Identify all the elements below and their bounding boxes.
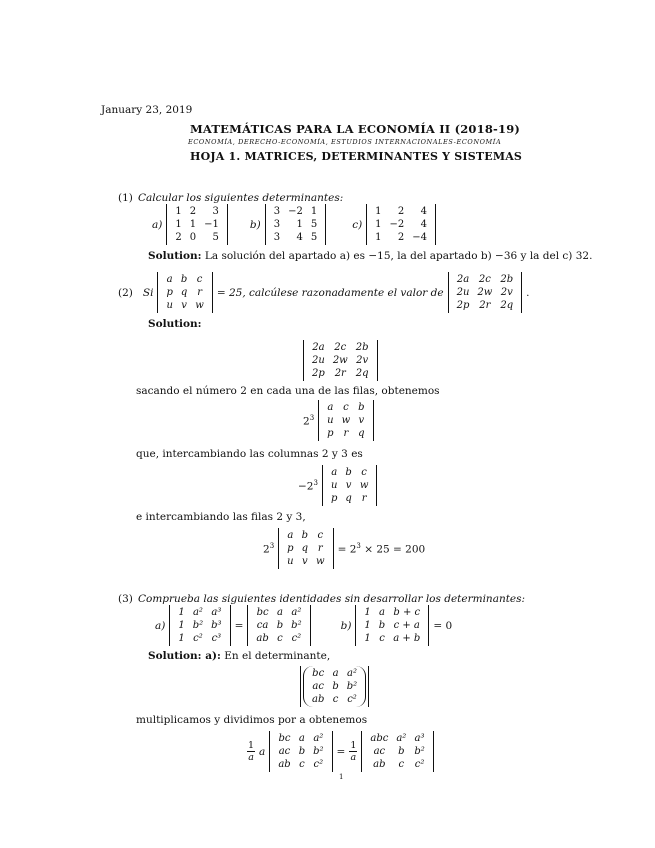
coef-a: a <box>259 745 266 758</box>
matrix-cell: c <box>196 274 203 285</box>
matrix-cell: a <box>276 607 283 618</box>
matrix-cell: 1 <box>175 206 182 217</box>
step-3-text: e intercambiando las filas 2 y 3, <box>136 511 306 523</box>
matrix-cell: w <box>359 480 369 491</box>
label-3b: b) <box>340 619 352 632</box>
matrix-cell: 1 <box>375 232 382 243</box>
problem-3-statement: Comprueba las siguientes identidades sin desarrollar los determinantes: <box>138 593 526 605</box>
matrix-cell: q <box>301 543 309 554</box>
matrix-cell: v <box>301 556 308 567</box>
matrix-cell: 2b <box>500 274 514 285</box>
page-number: 1 <box>339 773 344 781</box>
step-2-text: que, intercambiando las columnas 2 y 3 es <box>136 448 363 460</box>
matrix-cell: q <box>358 428 365 439</box>
step-2-expression <box>298 465 377 506</box>
matrix-cell: u <box>166 300 173 311</box>
solution-3-label: Solution: a): <box>148 650 221 662</box>
problem-1-determinants <box>152 204 436 245</box>
matrix-cell: 2a <box>456 274 470 285</box>
matrix-cell: 1 <box>296 219 303 230</box>
matrix-cell: b <box>301 530 309 541</box>
problem-2-number: (2) <box>118 286 133 299</box>
target-determinant <box>448 272 523 313</box>
coef-1: 2 <box>303 415 310 428</box>
matrix-cell: a² <box>291 607 302 618</box>
matrix-cell: 2 <box>397 206 405 217</box>
determinant-c <box>366 204 436 245</box>
matrix-cell: c² <box>193 633 203 644</box>
matrix-cell: ac <box>278 746 291 757</box>
result-exp: 3 <box>356 541 361 550</box>
matrix-cell: c <box>299 759 305 770</box>
matrix-cell: 4 <box>420 206 428 217</box>
problem-1-solution <box>148 250 592 262</box>
matrix-cell: r <box>361 493 367 504</box>
matrix-cell: q <box>345 493 352 504</box>
matrix-cell: 4 <box>296 232 303 243</box>
matrix-cell: −2 <box>288 206 303 217</box>
matrix-cell: 1 <box>178 620 185 631</box>
label-a: a) <box>152 218 163 231</box>
result-pre: = 2 <box>337 543 357 556</box>
step-3-expression <box>263 528 425 569</box>
problem-3-solution <box>148 650 330 662</box>
solution-determinant-0 <box>303 340 378 381</box>
matrix-cell: 2 <box>397 232 405 243</box>
coef-3-exp: 3 <box>269 541 275 550</box>
matrix-cell: 4 <box>420 219 428 230</box>
matrix-cell: 3 <box>273 232 281 243</box>
matrix-cell: a² <box>192 607 203 618</box>
matrix-cell: c² <box>291 633 302 644</box>
matrix-cell: 2 <box>175 232 182 243</box>
matrix-cell: b <box>180 274 188 285</box>
matrix-cell: a <box>327 402 334 413</box>
matrix-cell: p <box>330 493 338 504</box>
matrix-cell: u <box>330 480 338 491</box>
matrix-cell: b <box>358 402 365 413</box>
matrix-cell: p <box>166 287 173 298</box>
matrix-cell: a + b <box>393 633 421 644</box>
matrix-cell: 2v <box>500 287 513 298</box>
matrix-cell: 3 <box>273 206 281 217</box>
problem-2-statement <box>118 272 529 313</box>
step-1-expression <box>303 400 374 441</box>
determinant-step-1 <box>318 400 373 441</box>
matrix-cell: a³ <box>414 733 425 744</box>
matrix-cell: v <box>181 300 187 311</box>
matrix-cell: 5 <box>310 219 318 230</box>
matrix-cell: b³ <box>211 620 222 631</box>
matrix-cell: 2a <box>312 342 325 353</box>
problem-1-statement: Calcular los siguientes determinantes: <box>138 192 344 204</box>
determinant-b <box>265 204 327 245</box>
matrix-cell: c³ <box>211 633 222 644</box>
determinant-3a-left <box>169 605 230 646</box>
matrix-cell: 2q <box>355 368 369 379</box>
matrix-cell: 2p <box>456 300 470 311</box>
matrix-cell: v <box>358 415 365 426</box>
matrix-cell: b + c <box>393 607 421 618</box>
matrix-cell: bc <box>278 733 291 744</box>
matrix-cell: b <box>345 467 352 478</box>
equals-sign: = <box>234 619 244 632</box>
matrix-cell: u <box>287 556 294 567</box>
matrix-cell: 2w <box>477 287 493 298</box>
determinant-target-copy <box>303 340 378 381</box>
matrix-cell: 1 <box>189 219 197 230</box>
equals-sign-2: = <box>336 745 346 758</box>
matrix-cell: ab <box>373 759 386 770</box>
coef-1-exp: 3 <box>309 413 315 422</box>
matrix-cell: 2w <box>332 355 348 366</box>
matrix-cell: b <box>276 620 284 631</box>
fraction-1-over-a: $\frac{1}{a}$ <box>248 740 255 763</box>
determinant-step-3 <box>278 528 333 569</box>
matrix-cell: c <box>277 633 283 644</box>
label-b: b) <box>249 218 261 231</box>
matrix-cell: u <box>327 415 334 426</box>
matrix-cell: 1 <box>364 633 371 644</box>
matrix-cell: b² <box>346 681 358 692</box>
given-determinant <box>157 272 212 313</box>
coef-2: −2 <box>298 480 314 493</box>
matrix-cell: w <box>316 556 325 567</box>
determinant-3-right <box>361 731 433 772</box>
matrix-cell: 2c <box>478 274 491 285</box>
matrix-cell: a <box>287 530 294 541</box>
matrix-cell: 2q <box>500 300 514 311</box>
matrix-cell: 2u <box>312 355 325 366</box>
matrix-cell: 1 <box>178 607 185 618</box>
matrix-cell: 2v <box>356 355 369 366</box>
solution-label: Solution: <box>148 250 202 262</box>
matrix-cell: ab <box>312 694 325 705</box>
matrix-cell: 5 <box>310 232 318 243</box>
step-1-text: sacando el número 2 en cada una de las filas, obtenemos <box>136 385 440 397</box>
matrix-cell: a² <box>396 733 407 744</box>
determinant-3a-right <box>247 605 310 646</box>
matrix-cell: 3 <box>273 219 281 230</box>
matrix-cell: p <box>327 428 334 439</box>
matrix-cell: −4 <box>412 232 428 243</box>
matrix-cell: c <box>398 759 405 770</box>
matrix-cell: r <box>197 287 202 298</box>
matrix-in-parens <box>308 667 361 706</box>
matrix-cell: ac <box>373 746 386 757</box>
matrix-cell: 2 <box>189 206 197 217</box>
coef-3: 2 <box>263 543 270 556</box>
label-c: c) <box>352 218 363 231</box>
matrix-cell: 2b <box>355 342 369 353</box>
matrix-cell: b <box>378 620 386 631</box>
solution-3-text: En el determinante, <box>224 650 331 662</box>
matrix-cell: b² <box>414 746 425 757</box>
matrix-cell: ab <box>256 633 269 644</box>
matrix-cell: ca <box>256 620 269 631</box>
matrix-cell: 1 <box>364 607 371 618</box>
problem-3-number: (3) <box>118 593 133 605</box>
matrix-cell: 1 <box>178 633 185 644</box>
solution-3-determinant <box>300 666 369 707</box>
matrix-cell: 2p <box>312 368 325 379</box>
matrix-cell: b² <box>291 620 302 631</box>
coef-2-exp: 3 <box>313 478 318 487</box>
matrix-cell: a³ <box>211 607 222 618</box>
matrix-cell: c <box>379 633 385 644</box>
matrix-cell: ab <box>278 759 291 770</box>
determinant-a <box>166 204 228 245</box>
matrix-cell: 2u <box>456 287 470 298</box>
label-3a: a) <box>155 619 166 632</box>
matrix-cell: b <box>332 681 339 692</box>
document-date: January 23, 2019 <box>101 104 193 116</box>
determinant-3b <box>355 605 429 646</box>
matrix-cell: c <box>332 694 339 705</box>
matrix-cell: c + a <box>393 620 420 631</box>
matrix-cell: q <box>180 287 188 298</box>
matrix-cell: −1 <box>204 219 219 230</box>
problem-1-number: (1) <box>118 192 133 204</box>
matrix-cell: 1 <box>375 206 382 217</box>
matrix-cell: c <box>361 467 367 478</box>
matrix-cell: 5 <box>212 232 219 243</box>
solution-text: La solución del apartado a) es −15, la del apartado b) −36 y la del c) 32. <box>204 250 593 262</box>
matrix-cell: 2r <box>334 368 346 379</box>
matrix-cell: 2c <box>334 342 347 353</box>
document-subtitle: ECONOMÍA, DERECHO-ECONOMÍA, ESTUDIOS INTERNACIONALES-ECONOMÍA <box>188 138 502 146</box>
matrix-cell: a <box>332 668 339 679</box>
matrix-cell: v <box>345 480 352 491</box>
matrix-cell: b² <box>192 620 204 631</box>
sheet-title: HOJA 1. MATRICES, DETERMINANTES Y SISTEMAS <box>190 150 523 163</box>
matrix-cell: b <box>298 746 306 757</box>
result-post: × 25 = 200 <box>360 543 426 556</box>
period: . <box>526 286 530 299</box>
matrix-cell: c² <box>313 759 324 770</box>
problem-3-identities <box>155 605 452 646</box>
matrix-cell: p <box>287 543 294 554</box>
matrix-cell: 0 <box>189 232 197 243</box>
matrix-cell: 1 <box>310 206 318 217</box>
problem-2-solution-label: Solution: <box>148 318 202 330</box>
document-title: MATEMÁTICAS PARA LA ECONOMÍA II (2018-19) <box>190 122 521 136</box>
matrix-cell: a <box>379 607 385 618</box>
determinant-step-2 <box>322 465 377 506</box>
equals-zero: = 0 <box>433 619 453 632</box>
matrix-cell: 2r <box>479 300 491 311</box>
matrix-cell: b² <box>313 746 324 757</box>
matrix-cell: 1 <box>175 219 182 230</box>
matrix-cell: w <box>195 300 204 311</box>
matrix-cell: a² <box>313 733 324 744</box>
solution-3-step: multiplicamos y dividimos por a obtenemos <box>136 714 368 726</box>
matrix-cell: a <box>331 467 338 478</box>
matrix-cell: w <box>341 415 351 426</box>
given-equation: = 25, calcúlese razonadamente el valor de <box>216 286 444 299</box>
matrix-cell: r <box>343 428 349 439</box>
matrix-cell: abc <box>370 733 389 744</box>
matrix-cell: c² <box>414 759 425 770</box>
matrix-cell: a <box>166 274 173 285</box>
solution-3-expression <box>247 731 434 772</box>
matrix-cell: −2 <box>389 219 405 230</box>
matrix-cell: ac <box>312 681 324 692</box>
matrix-cell: 1 <box>375 219 382 230</box>
matrix-cell: c <box>343 402 349 413</box>
matrix-cell: bc <box>256 607 269 618</box>
determinant-3-left <box>269 731 332 772</box>
matrix-cell: a² <box>347 668 357 679</box>
matrix-cell: a <box>298 733 305 744</box>
matrix-cell: bc <box>312 668 325 679</box>
matrix-cell: 3 <box>212 206 219 217</box>
fraction-1-over-a-2: $\frac{1}{a}$ <box>350 740 357 763</box>
matrix-cell: 1 <box>364 620 371 631</box>
si-word: Si <box>142 286 154 299</box>
matrix-cell: b <box>398 746 405 757</box>
matrix-cell: c <box>317 530 324 541</box>
matrix-cell: r <box>317 543 323 554</box>
matrix-cell: c² <box>347 694 357 705</box>
